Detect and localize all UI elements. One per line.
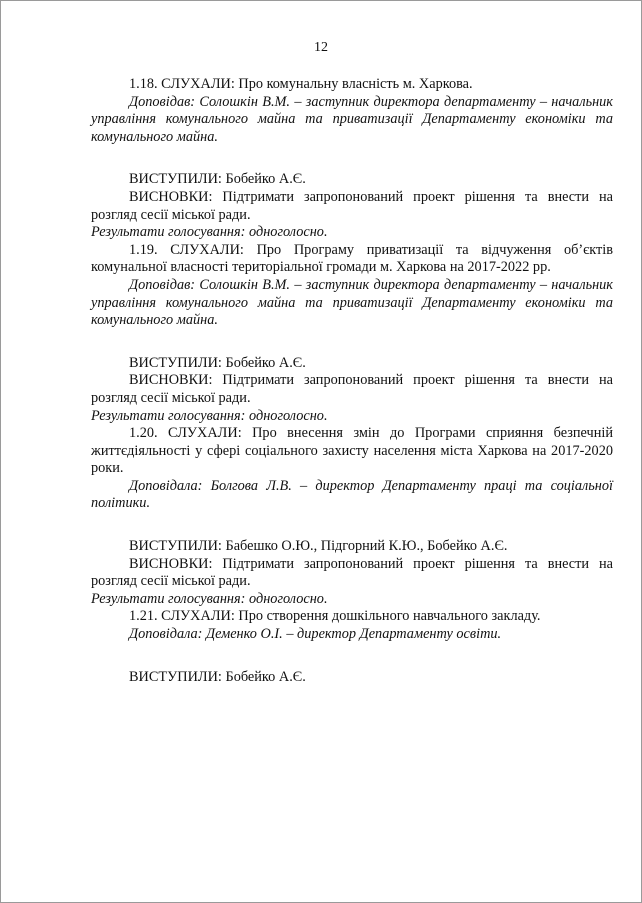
spoke-paragraph xyxy=(91,355,613,373)
heard-text: Про створення дошкільного навчального закладу. xyxy=(238,608,541,625)
conclusion-text: Підтримати запропонований проект рішення та внести на розгляд сесії міської ради. xyxy=(91,188,614,223)
heard-label: 1.21. СЛУХАЛИ: xyxy=(129,608,235,625)
agenda-item-1-19 xyxy=(91,242,613,330)
conclusion-text: Підтримати запропонований проект рішення та внести на розгляд сесії міської ради. xyxy=(91,372,614,406)
spoke-text: Бабешко О.Ю., Підгорний К.Ю., Бобейко А.Є. xyxy=(225,538,508,555)
spoke-text: Бобейко А.Є. xyxy=(225,668,306,685)
spoke-text: Бобейко А.Є. xyxy=(225,171,306,188)
reporter-text: Доповідала: Болгова Л.В. – директор Департаменту праці та соціальної політики. xyxy=(91,477,613,512)
spoke-text: Бобейко А.Є. xyxy=(225,354,306,371)
conclusion-text: Підтримати запропонований проект рішення та внести на розгляд сесії міської ради. xyxy=(91,555,614,590)
heard-label: 1.19. СЛУХАЛИ: xyxy=(129,241,244,258)
conclusion-label: ВИСНОВКИ: xyxy=(129,372,213,389)
vote-result: Результати голосування: одноголосно. xyxy=(91,224,328,241)
conclusion-paragraph xyxy=(91,372,613,407)
conclusion-label: ВИСНОВКИ: xyxy=(129,188,213,205)
spoke-label: ВИСТУПИЛИ: xyxy=(129,354,222,371)
page-number: 12 xyxy=(314,40,328,55)
reporter-text: Доповідала: Деменко О.І. – директор Департаменту освіти. xyxy=(129,626,502,643)
heard-text: Про комунальну власність м. Харкова. xyxy=(238,76,473,92)
reporter-text: Доповідав: Солошкін В.М. – заступник директора департаменту – начальник управління комунального майна та приватизації Департаменту економіки та комунального майна. xyxy=(91,276,613,329)
spoke-label: ВИСТУПИЛИ: xyxy=(129,171,222,188)
reporter-text: Доповідав: Солошкін В.М. – заступник директора департаменту – начальник управління комунального майна та приватизації Департаменту економіки та комунального майна. xyxy=(91,93,613,145)
heard-text: Про внесення змін до Програми сприяння безпечній життєдіяльності у сфері соціального захисту населення міста Харкова на 2017-2020 роки. xyxy=(91,425,613,477)
document-body xyxy=(91,76,613,686)
agenda-item-1-21 xyxy=(91,608,613,643)
spoke-label: ВИСТУПИЛИ: xyxy=(129,668,222,685)
heard-paragraph xyxy=(91,425,613,478)
heard-paragraph xyxy=(91,76,613,94)
conclusion-label: ВИСНОВКИ: xyxy=(129,555,213,572)
vote-result: Результати голосування: одноголосно. xyxy=(91,407,328,424)
spoke-paragraph xyxy=(91,669,613,687)
heard-label: 1.18. СЛУХАЛИ: xyxy=(129,76,235,92)
heard-label: 1.20. СЛУХАЛИ: xyxy=(129,425,242,442)
agenda-item-1-18 xyxy=(91,76,613,146)
spoke-paragraph xyxy=(91,171,613,189)
agenda-item-1-20 xyxy=(91,425,613,513)
heard-text: Про Програму приватизації та відчуження об’єктів комунальної власності територіальної громади м. Харкова на 2017-2022 рр. xyxy=(91,241,614,276)
spoke-paragraph xyxy=(91,538,613,556)
spoke-label: ВИСТУПИЛИ: xyxy=(129,538,222,555)
vote-result: Результати голосування: одноголосно. xyxy=(91,590,328,607)
heard-paragraph xyxy=(91,242,613,277)
conclusion-paragraph xyxy=(91,556,613,591)
conclusion-paragraph xyxy=(91,189,613,224)
heard-paragraph xyxy=(91,608,613,626)
